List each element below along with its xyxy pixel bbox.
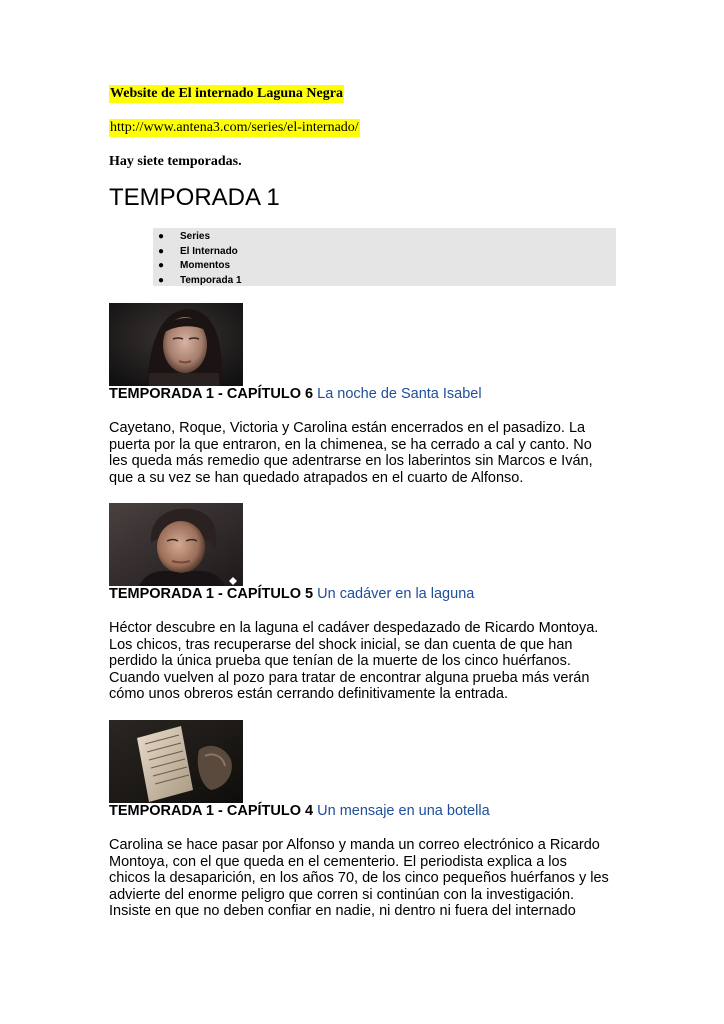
breadcrumb-item-label[interactable]: Series: [180, 231, 211, 242]
site-url-link[interactable]: http://www.antena3.com/series/el-internado/: [110, 120, 359, 135]
description-line: advierte del enorme peligro que corren si continúan con la investigación.: [109, 886, 575, 903]
site-title: [109, 85, 344, 103]
breadcrumb-item-label[interactable]: Temporada 1: [180, 274, 242, 286]
seasons-count: Hay siete temporadas.: [109, 154, 242, 169]
bullet-icon: ●: [158, 260, 165, 271]
older-woman-portrait-image: [109, 503, 243, 586]
episode-link[interactable]: Un cadáver en la laguna: [317, 586, 475, 602]
episode-thumbnail-older-woman[interactable]: [109, 503, 243, 586]
season-heading: TEMPORADA 1: [109, 184, 280, 211]
episode-title-4: [109, 802, 490, 820]
episode-label: TEMPORADA 1 - CAPÍTULO 4: [109, 803, 314, 819]
bullet-icon: ●: [158, 245, 165, 257]
description-line: chicos la desaparición, en los años 70, de los cinco pequeños huérfanos y les: [109, 870, 609, 886]
episode-title-5: [109, 585, 474, 603]
episode-link[interactable]: La noche de Santa Isabel: [317, 386, 482, 402]
episode-link[interactable]: Un mensaje en una botella: [317, 803, 490, 819]
breadcrumb-item-label[interactable]: El Internado: [180, 245, 238, 257]
site-title-text: Website de El internado Laguna Negra: [110, 86, 343, 101]
bullet-icon: ●: [158, 274, 165, 286]
breadcrumb-item-el-internado[interactable]: [158, 245, 242, 260]
description-line: Cayetano, Roque, Victoria y Carolina están encerrados en el pasadizo. La: [109, 420, 586, 436]
breadcrumb-item-label[interactable]: Momentos: [180, 260, 230, 271]
breadcrumb-item-momentos[interactable]: [158, 259, 242, 274]
description-line: cómo unos obreros están cerrando definitivamente la entrada.: [109, 686, 508, 702]
description-line: Insiste en que no deben confiar en nadie, ni dentro ni fuera del internado: [109, 903, 576, 919]
breadcrumb-item-series[interactable]: [158, 230, 242, 245]
episode-description-6: [109, 420, 629, 486]
bullet-icon: ●: [158, 231, 165, 242]
episode-label: TEMPORADA 1 - CAPÍTULO 6: [109, 386, 314, 402]
woman-portrait-image: [109, 303, 243, 386]
description-line: Cuando vuelven al pozo para tratar de encontrar alguna prueba más verán: [109, 669, 590, 686]
episode-thumbnail-woman[interactable]: [109, 303, 243, 386]
description-line: perdido la única prueba que tenían de la muerte de los cinco huérfanos.: [109, 653, 571, 669]
site-url[interactable]: [109, 119, 360, 137]
description-line: les queda más remedio que adentrarse en los laberintos sin Marcos e Iván,: [109, 453, 593, 469]
description-line: que a su vez se han quedado atrapados en el cuarto de Alfonso.: [109, 469, 524, 486]
episode-label: TEMPORADA 1 - CAPÍTULO 5: [109, 586, 314, 602]
description-line: Montoya, con el que queda en el cementerio. El periodista explica a los: [109, 853, 567, 870]
description-line: puerta por la que entraron, en la chimenea, se ha cerrado a cal y canto. No: [109, 436, 592, 453]
episode-description-4: [109, 837, 629, 920]
breadcrumb-list: [158, 230, 242, 288]
description-line: Héctor descubre en la laguna el cadáver despedazado de Ricardo Montoya.: [109, 620, 599, 636]
letter-photo-image: [109, 720, 243, 803]
episode-description-5: [109, 620, 629, 703]
description-line: Los chicos, tras recuperarse del shock inicial, se dan cuenta de que han: [109, 636, 573, 653]
episode-thumbnail-letter[interactable]: [109, 720, 243, 803]
episode-title-6: [109, 385, 482, 403]
breadcrumb-item-temporada-1[interactable]: [158, 274, 242, 289]
description-line: Carolina se hace pasar por Alfonso y manda un correo electrónico a Ricardo: [109, 837, 600, 853]
breadcrumb: [153, 228, 616, 286]
